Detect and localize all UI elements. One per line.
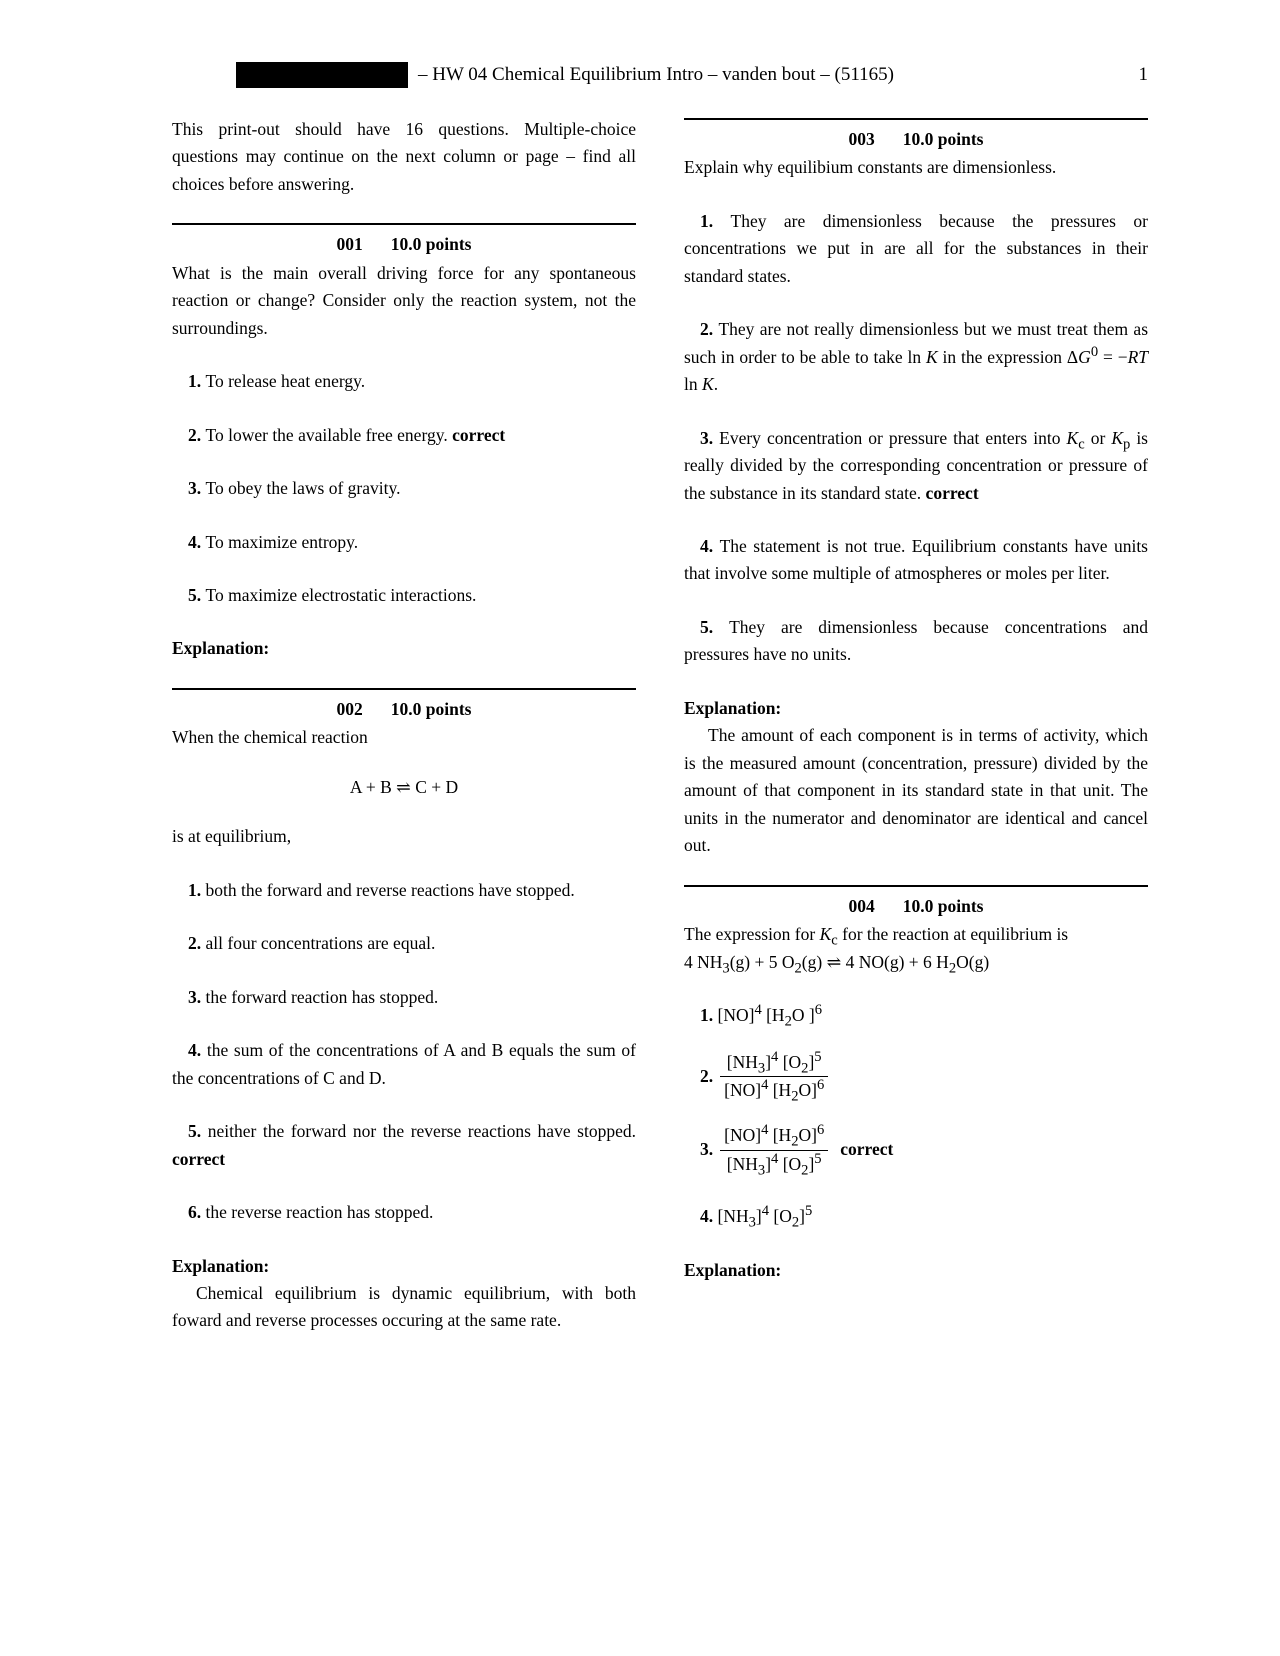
choice-text: the forward reaction has stopped. bbox=[201, 986, 439, 1007]
choice-5 bbox=[684, 614, 1148, 669]
question-points: 10.0 points bbox=[390, 698, 472, 719]
choice-text: both the forward and reverse reactions have stopped. bbox=[201, 879, 575, 900]
choice-text: all four concentrations are equal. bbox=[201, 933, 436, 954]
document-header bbox=[172, 60, 1148, 90]
choice-number: 1. bbox=[700, 210, 714, 231]
choice-number: 4. bbox=[700, 1206, 714, 1227]
question-header bbox=[684, 893, 1148, 920]
question-divider bbox=[172, 223, 636, 225]
header-title: – HW 04 Chemical Equilibrium Intro – vanden bout – (51165) bbox=[418, 64, 894, 85]
choice-number: 3. bbox=[700, 427, 714, 448]
choice-4 bbox=[684, 533, 1148, 588]
choice-text: To release heat energy. bbox=[201, 371, 366, 392]
choice-text: They are dimensionless because the pressures or concentrations we put in are all for the substances in their standard states. bbox=[684, 210, 1148, 286]
choice-number: 1. bbox=[700, 1005, 714, 1026]
choice-2 bbox=[172, 422, 636, 449]
question-004 bbox=[684, 885, 1148, 1284]
centered-equation: A + B ⇌ C + D bbox=[349, 776, 459, 797]
choice-number: 2. bbox=[700, 1065, 714, 1086]
left-column bbox=[172, 116, 636, 1335]
fraction-denominator: $[NH_3]^4$ $[O_2]^5$ bbox=[726, 1150, 822, 1179]
fraction bbox=[720, 1123, 828, 1177]
correct-flag: correct bbox=[840, 1139, 894, 1160]
choice-1 bbox=[172, 368, 636, 395]
question-header bbox=[172, 231, 636, 258]
explanation-text: The amount of each component is in terms of activity, which is the measured amount (concentration, pressure) divided by the amount of that component in its standard state in that unit. The units in the numerator and denominator are identical and cancel out. bbox=[684, 725, 1148, 856]
choice-3 bbox=[684, 1123, 1148, 1177]
question-header bbox=[684, 126, 1148, 153]
choice-text: They are not really dimensionless but we must treat them as such in order to be able to take ln K in the expression $\Delta G^0 = -RT$ ln K. bbox=[684, 319, 1148, 395]
explanation-label: Explanation: bbox=[172, 638, 270, 659]
choice-3 bbox=[172, 475, 636, 502]
question-divider bbox=[684, 118, 1148, 120]
question-body: is at equilibrium, bbox=[172, 826, 292, 847]
choice-2 bbox=[684, 316, 1148, 398]
choice-1 bbox=[684, 208, 1148, 290]
question-body: What is the main overall driving force for any spontaneous reaction or change? Consider only the reaction system, not the surroundings. bbox=[172, 262, 636, 338]
question-number: 001 bbox=[336, 234, 363, 255]
question-divider bbox=[684, 885, 1148, 887]
choice-number: 5. bbox=[188, 1121, 202, 1142]
question-points: 10.0 points bbox=[390, 234, 472, 255]
choice-text: They are dimensionless because concentrations and pressures have no units. bbox=[684, 616, 1148, 665]
two-column-layout bbox=[172, 116, 1148, 1335]
choice-text: To maximize electrostatic interactions. bbox=[201, 584, 477, 605]
choice-number: 5. bbox=[700, 616, 714, 637]
question-001 bbox=[172, 223, 636, 663]
fraction-denominator: [NO]$^4$ $[H_2O]^6$ bbox=[724, 1077, 825, 1105]
question-number: 003 bbox=[848, 128, 875, 149]
choice-3 bbox=[684, 425, 1148, 507]
right-column bbox=[684, 116, 1148, 1335]
choice-number: 1. bbox=[188, 879, 202, 900]
choice-4 bbox=[684, 1203, 1148, 1230]
choice-text: The statement is not true. Equilibrium constants have units that involve some multiple of atmospheres or moles per liter. bbox=[684, 535, 1148, 584]
choice-1 bbox=[172, 877, 636, 904]
choice-6 bbox=[172, 1199, 636, 1226]
choice-text: To maximize entropy. bbox=[201, 531, 359, 552]
question-body: The expression for $K_c$ for the reaction at equilibrium is bbox=[684, 924, 1069, 949]
choice-number: 4. bbox=[188, 1040, 202, 1061]
choice-5 bbox=[172, 582, 636, 609]
reaction-equation: 4 $NH_3(g) + 5$ $O_2(g)$ ⇌ 4 NO(g) + 6 $H_2O(g)$ bbox=[684, 951, 990, 977]
choice-number: 3. bbox=[188, 986, 202, 1007]
choice-4 bbox=[172, 529, 636, 556]
choice-number: 4. bbox=[700, 535, 714, 556]
choice-number: 3. bbox=[700, 1139, 714, 1160]
choice-1 bbox=[684, 1002, 1148, 1029]
question-points: 10.0 points bbox=[902, 128, 984, 149]
choice-text: the sum of the concentrations of A and B equals the sum of the concentrations of C and D. bbox=[172, 1040, 636, 1088]
explanation-label: Explanation: bbox=[172, 1255, 270, 1276]
question-number: 002 bbox=[336, 698, 363, 719]
correct-flag: correct bbox=[172, 1148, 226, 1169]
fraction bbox=[720, 1050, 828, 1104]
choice-number: 2. bbox=[700, 319, 714, 340]
question-body: Explain why equilibium constants are dimensionless. bbox=[684, 157, 1057, 178]
question-number: 004 bbox=[848, 895, 875, 916]
intro-paragraph: This print-out should have 16 questions. Multiple-choice questions may continue on the next column or page – find all choices before answering. bbox=[172, 118, 636, 194]
choice-number: 3. bbox=[188, 478, 202, 499]
choice-4 bbox=[172, 1037, 636, 1092]
choice-text: the reverse reaction has stopped. bbox=[201, 1202, 434, 1223]
choice-text: To obey the laws of gravity. bbox=[201, 478, 401, 499]
choice-5 bbox=[172, 1118, 636, 1173]
choice-3 bbox=[172, 984, 636, 1011]
choice-2 bbox=[684, 1050, 1148, 1104]
question-body: When the chemical reaction bbox=[172, 727, 368, 748]
fraction-numerator: $[NH_3]^4$ $[O_2]^5$ bbox=[720, 1050, 828, 1077]
choice-text: Every concentration or pressure that enters into $K_c$ or $K_p$ is really divided by the corresponding concentration or pressure of the substance in its standard state. bbox=[684, 427, 1148, 503]
choice-2 bbox=[172, 930, 636, 957]
explanation-text: Chemical equilibrium is dynamic equilibrium, with both foward and reverse processes occuring at the same rate. bbox=[172, 1283, 636, 1331]
choice-number: 2. bbox=[188, 424, 202, 445]
page-number: 1 bbox=[1138, 64, 1148, 85]
choice-number: 5. bbox=[188, 584, 202, 605]
question-points: 10.0 points bbox=[902, 895, 984, 916]
explanation-label: Explanation: bbox=[684, 697, 782, 718]
question-003 bbox=[684, 118, 1148, 860]
explanation-label: Explanation: bbox=[684, 1259, 782, 1280]
fraction-numerator: [NO]$^4$ $[H_2O]^6$ bbox=[720, 1123, 828, 1150]
choice-text: $[NH_3]^4$ $[O_2]^5$ bbox=[713, 1203, 813, 1231]
choice-number: 4. bbox=[188, 531, 202, 552]
question-002 bbox=[172, 688, 636, 1335]
correct-flag: correct bbox=[452, 424, 506, 445]
choice-text: neither the forward nor the reverse reactions have stopped. bbox=[201, 1121, 636, 1142]
choice-text: [NO]$^4$ [$H_2O$ ]$^6$ bbox=[713, 1002, 823, 1030]
choice-number: 6. bbox=[188, 1202, 202, 1223]
question-header bbox=[172, 696, 636, 723]
choice-number: 1. bbox=[188, 371, 202, 392]
question-divider bbox=[172, 688, 636, 690]
redaction-box bbox=[236, 62, 408, 88]
choice-number: 2. bbox=[188, 933, 202, 954]
choice-text: To lower the available free energy. bbox=[201, 424, 448, 445]
correct-flag: correct bbox=[925, 482, 979, 503]
